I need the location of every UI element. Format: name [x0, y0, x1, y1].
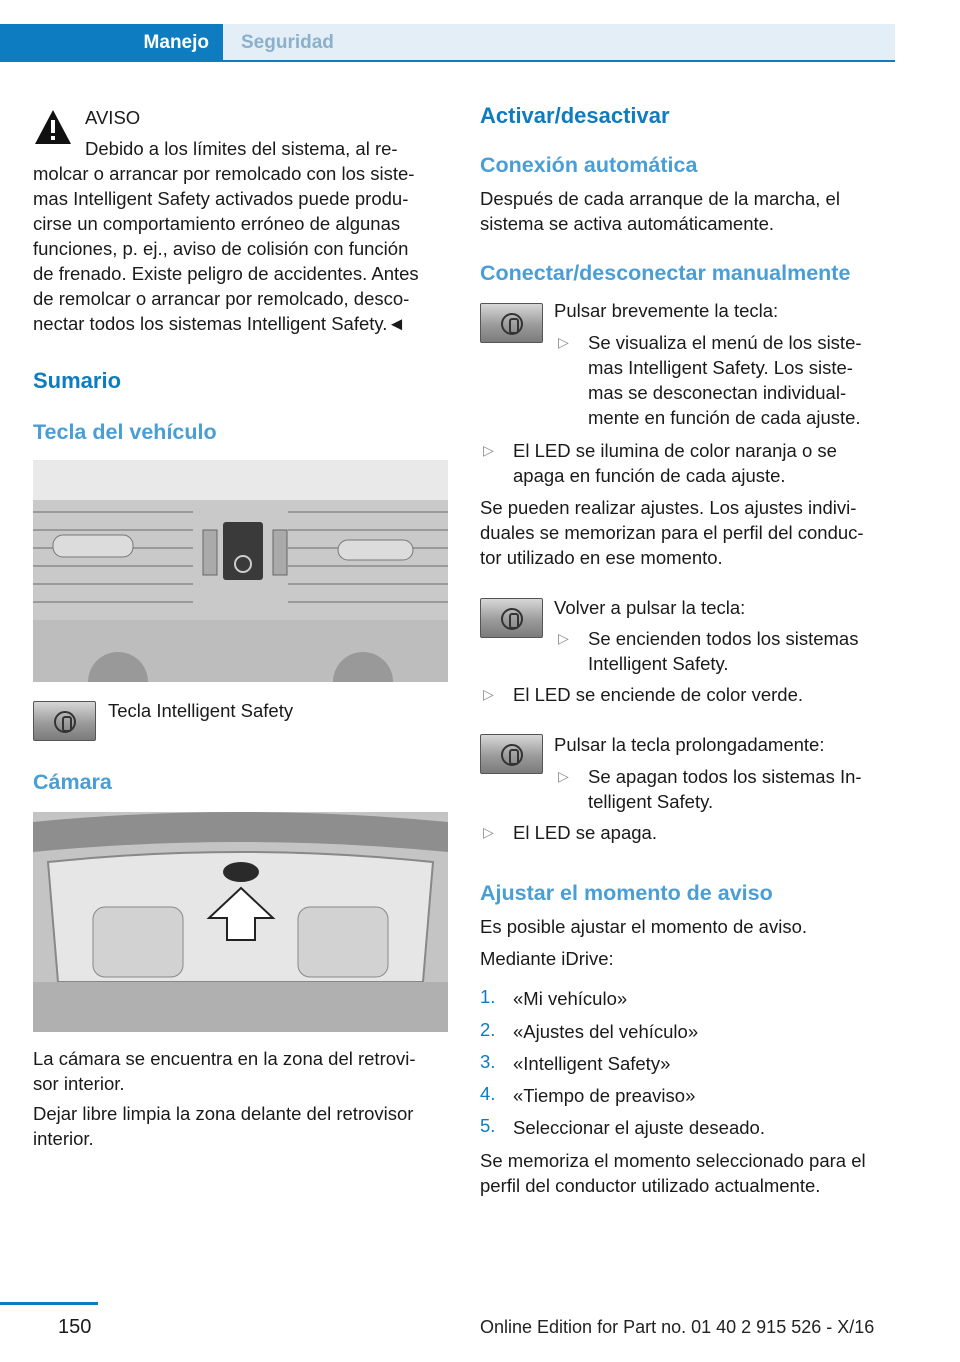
heading-activar-desactivar: Activar/desactivar: [480, 103, 670, 128]
heading-ajustar-momento-aviso: Ajustar el momento de aviso: [480, 881, 773, 905]
warning-time-text: Es posible ajustar el momento de aviso.: [480, 916, 808, 937]
step-text: Seleccionar el ajuste deseado.: [513, 1117, 765, 1138]
heading-tecla-vehiculo: Tecla del vehículo: [33, 420, 217, 444]
bullet-triangle-icon: ▷: [558, 768, 569, 784]
tab-underline: [223, 60, 895, 62]
heading-conectar-manualmente: Conectar/desconectar manualmente: [480, 261, 851, 285]
key-caption: Tecla Intelligent Safety: [108, 700, 294, 721]
camera-photo: [33, 812, 448, 1032]
press-short-text: Pulsar brevemente la tecla:: [554, 300, 779, 321]
bullet-triangle-icon: ▷: [558, 334, 569, 350]
press-again-bullet: Se encienden todos los sistemas Intelligent Safety.: [588, 628, 859, 674]
edition-text: Online Edition for Part no. 01 40 2 915 526 - X/16: [480, 1317, 875, 1337]
final-text: Se memoriza el momento seleccionado para el perfil del conductor utilizado actualmente.: [480, 1150, 866, 1196]
press-short-bullet: Se visualiza el menú de los siste- mas Intelligent Safety. Los siste- mas se desconectan individual- mente en función de cada ajuste.: [588, 332, 862, 428]
auto-text: Después de cada arranque de la marcha, el sistema se activa automáticamente.: [480, 188, 840, 234]
warning-title: AVISO: [85, 107, 141, 128]
press-long-bullet: Se apagan todos los sistemas In- telligent Safety.: [588, 766, 862, 812]
led-green-text: El LED se enciende de color verde.: [513, 684, 804, 705]
top-navigation: [0, 0, 960, 62]
key-short-press-icon: [480, 303, 543, 343]
press-again-text: Volver a pulsar la tecla:: [554, 597, 746, 618]
camera-clean-text: Dejar libre limpia la zona delante del retrovisor interior.: [33, 1103, 414, 1149]
step-text: «Tiempo de preaviso»: [513, 1085, 696, 1106]
warning-text: molcar o arrancar por remolcado con los siste- mas Intelligent Safety activados puede produ- cirse un comportamiento erróneo de algunas funciones, p. ej., aviso de colisión con función de frenado. Existe peligro de accidentes. Antes de remolcar o arrancar por remolcado, desco- nectar todos los sistemas Intelligent Safety.◄: [33, 163, 419, 334]
settings-text: Se pueden realizar ajustes. Los ajustes indivi- duales se memorizan para el perfil del conduc- tor utilizado en ese momento.: [480, 497, 864, 568]
tab-seguridad[interactable]: Seguridad: [223, 24, 895, 62]
press-long-text: Pulsar la tecla prolongadamente:: [554, 734, 825, 755]
page-number: 150: [58, 1316, 92, 1338]
tab-manejo[interactable]: Manejo: [0, 24, 223, 62]
step-number: 4.: [480, 1083, 496, 1104]
key-press-again-icon: [480, 598, 543, 638]
led-off-text: El LED se apaga.: [513, 822, 657, 843]
via-idrive-text: Mediante iDrive:: [480, 948, 614, 969]
bullet-triangle-icon: ▷: [483, 686, 494, 702]
warning-triangle-icon: [33, 108, 73, 146]
step-text: «Ajustes del vehículo»: [513, 1021, 699, 1042]
led-orange-text: El LED se ilumina de color naranja o se apaga en función de cada ajuste.: [513, 440, 837, 486]
step-number: 3.: [480, 1051, 496, 1072]
intelligent-safety-key-icon: [33, 701, 96, 741]
vehicle-key-photo: [33, 460, 448, 682]
step-number: 1.: [480, 986, 496, 1007]
heading-sumario: Sumario: [33, 368, 122, 393]
step-number: 2.: [480, 1019, 496, 1040]
heading-conexion-automatica: Conexión automática: [480, 153, 698, 177]
bullet-triangle-icon: ▷: [558, 630, 569, 646]
warning-first-line: Debido a los límites del sistema, al re-: [85, 138, 398, 159]
heading-camara: Cámara: [33, 770, 112, 794]
key-long-press-icon: [480, 734, 543, 774]
camera-location-text: La cámara se encuentra en la zona del retrovi- sor interior.: [33, 1048, 416, 1094]
bullet-triangle-icon: ▷: [483, 442, 494, 458]
step-text: «Mi vehículo»: [513, 988, 628, 1009]
step-number: 5.: [480, 1115, 496, 1136]
bullet-triangle-icon: ▷: [483, 824, 494, 840]
step-text: «Intelligent Safety»: [513, 1053, 671, 1074]
footer-rule: [0, 1302, 98, 1305]
